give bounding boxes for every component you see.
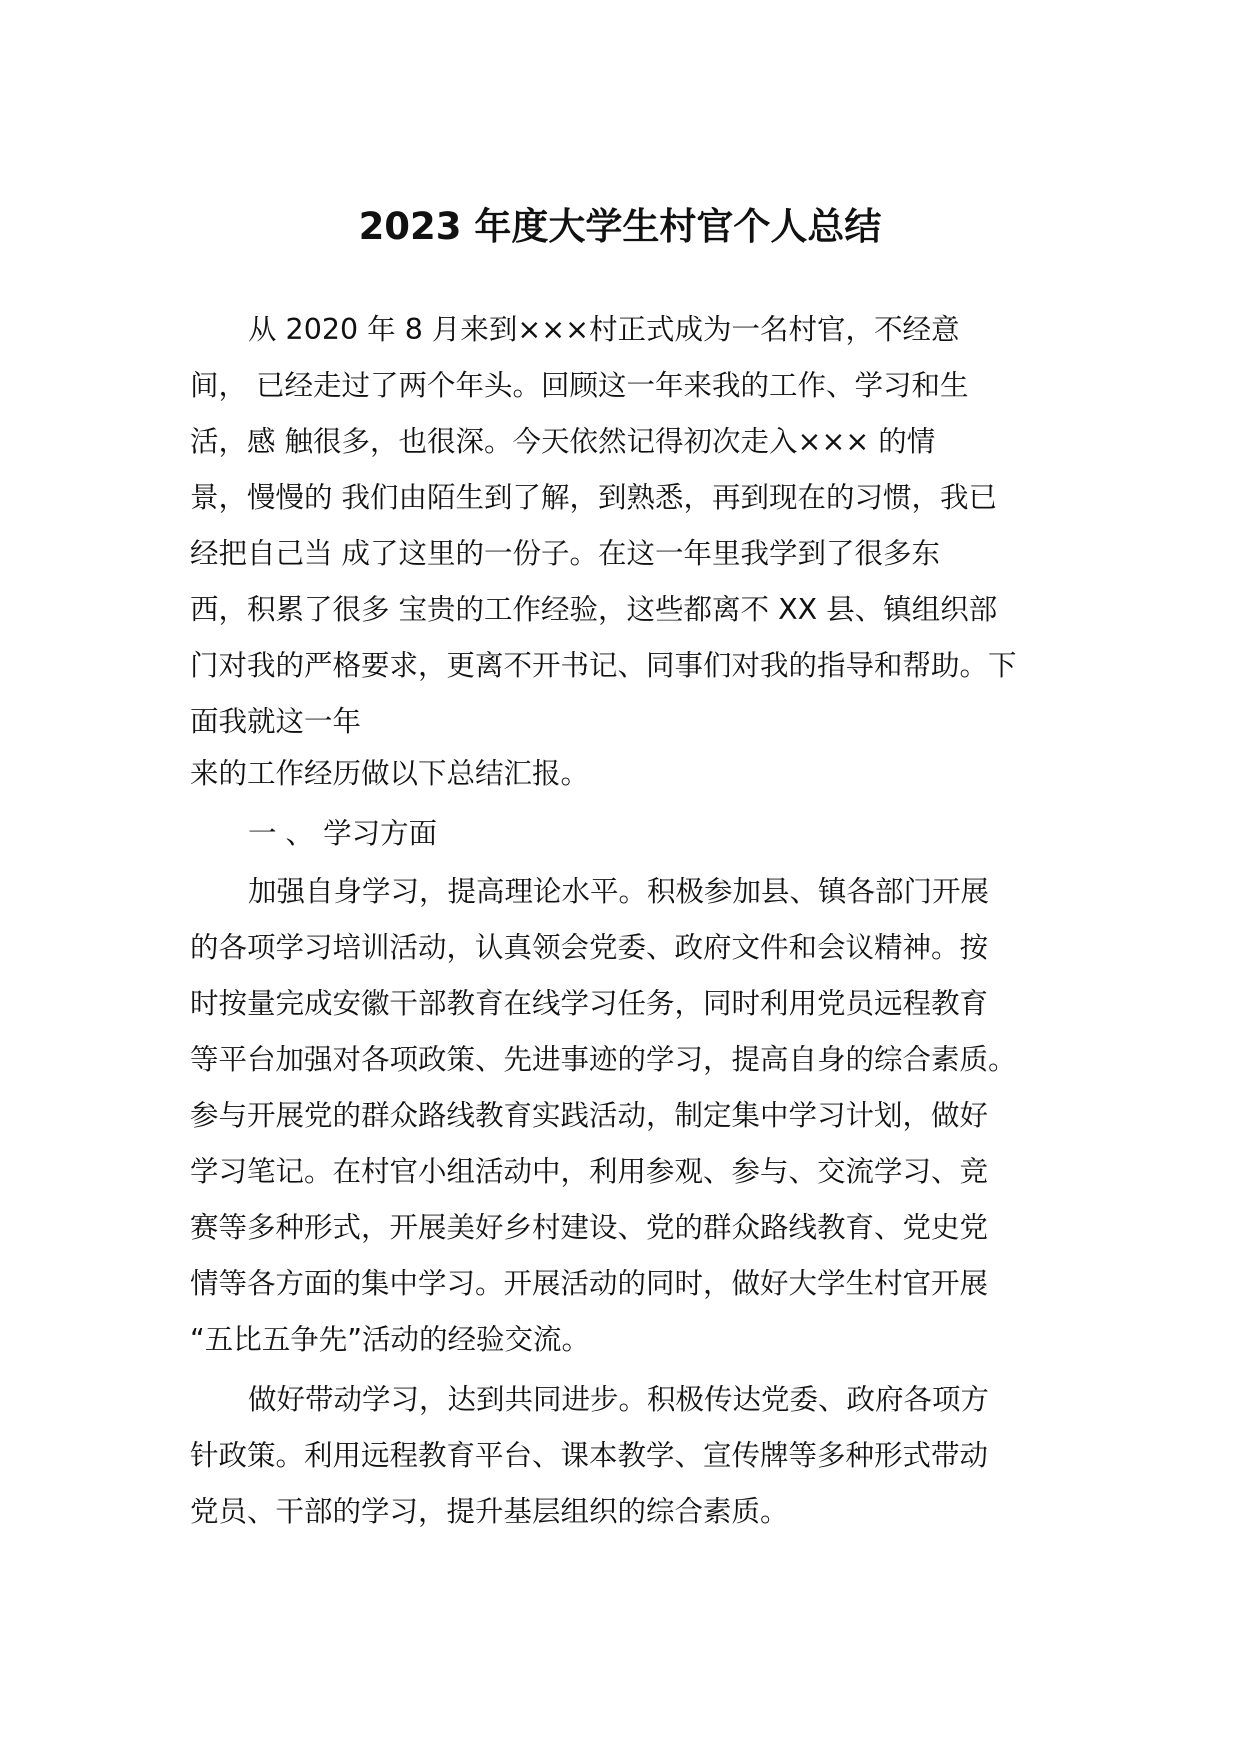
paragraph-line: 赛等多种形式，开展美好乡村建设、党的群众路线教育、党史党 [190, 1211, 989, 1244]
paragraph-line: 景，慢慢的 我们由陌生到了解，到熟悉，再到现在的习惯，我已 [190, 481, 998, 514]
paragraph-line: 来的工作经历做以下总结汇报。 [190, 757, 590, 790]
paragraph-line: 时按量完成安徽干部教育在线学习任务，同时利用党员远程教育 [190, 987, 989, 1020]
paragraph-line: 间， 已经走过了两个年头。回顾这一年来我的工作、学习和生 [190, 369, 969, 402]
paragraph-line: 活，感 触很多，也很深。今天依然记得初次走入××× 的情 [190, 425, 936, 458]
section-heading: 一 、 学习方面 [248, 817, 438, 850]
paragraph-line: 参与开展党的群众路线教育实践活动，制定集中学习计划，做好 [190, 1099, 989, 1132]
paragraph-line: 面我就这一年 [190, 705, 362, 738]
paragraph-line: 加强自身学习，提高理论水平。积极参加县、镇各部门开展 [248, 875, 990, 908]
paragraph-line: 的各项学习培训活动，认真领会党委、政府文件和会议精神。按 [190, 931, 989, 964]
paragraph-line: 针政策。利用远程教育平台、课本教学、宣传牌等多种形式带动 [190, 1439, 989, 1472]
document-title: 2023 年度大学生村官个人总结 [358, 205, 882, 248]
paragraph-line: 学习笔记。在村官小组活动中，利用参观、参与、交流学习、竞 [190, 1155, 989, 1188]
paragraph-line: 从 2020 年 8 月来到×××村正式成为一名村官，不经意 [248, 313, 960, 346]
paragraph-line: 门对我的严格要求，更离不开书记、同事们对我的指导和帮助。下 [190, 649, 1017, 682]
paragraph-line: 情等各方面的集中学习。开展活动的同时，做好大学生村官开展 [190, 1267, 989, 1300]
paragraph-line: “五比五争先”活动的经验交流。 [190, 1323, 591, 1356]
paragraph-line: 等平台加强对各项政策、先进事迹的学习，提高自身的综合素质。 [190, 1043, 1017, 1076]
paragraph-line: 做好带动学习，达到共同进步。积极传达党委、政府各项方 [248, 1383, 990, 1416]
paragraph-line: 党员、干部的学习，提升基层组织的综合素质。 [190, 1495, 789, 1528]
paragraph-line: 经把自己当 成了这里的一份子。在这一年里我学到了很多东 [190, 537, 941, 570]
paragraph-line: 西，积累了很多 宝贵的工作经验，这些都离不 XX 县、镇组织部 [190, 593, 998, 626]
